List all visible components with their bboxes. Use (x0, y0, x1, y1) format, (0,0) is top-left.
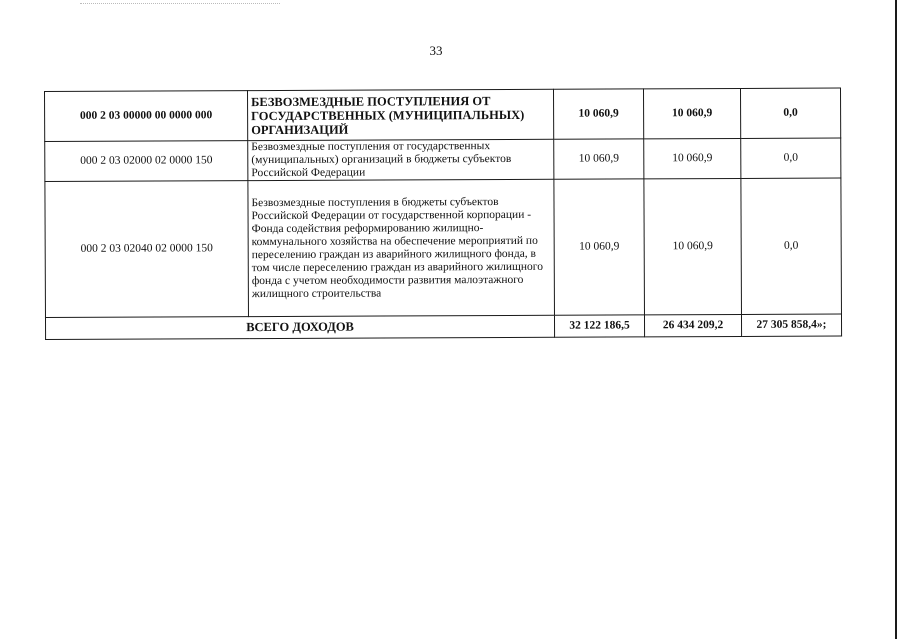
value-cell: 10 060,9 (644, 138, 741, 178)
value-cell: 0,0 (740, 88, 840, 138)
budget-code-cell: 000 2 03 02000 02 0000 150 (45, 141, 248, 182)
value-cell: 0,0 (741, 178, 842, 314)
value-cell: 10 060,9 (553, 89, 643, 139)
value-cell: 10 060,9 (644, 178, 742, 314)
value-cell: 0,0 (741, 138, 841, 178)
scan-artifact (80, 3, 280, 5)
revenue-name-cell: Безвозмездные поступления в бюджеты субъектов Российской Федерации от государственной корпорации - Фонда содействия реформированию жилищно-коммунального хозяйства на обеспечение мероприятий по переселению граждан из аварийного жилищного фонда, в том числе переселению граждан из аварийного жилищного фонда с учетом необходимости развития малоэтажного жилищного строительства (248, 179, 555, 316)
value-cell: 10 060,9 (554, 139, 644, 179)
revenue-name-cell: Безвозмездные поступления от государственных (муниципальных) организаций в бюджеты субъектов Российской Федерации (248, 139, 554, 180)
table-row (45, 88, 841, 141)
revenue-name-cell: БЕЗВОЗМЕЗДНЫЕ ПОСТУПЛЕНИЯ ОТ ГОСУДАРСТВЕННЫХ (МУНИЦИПАЛЬНЫХ) ОРГАНИЗАЦИЙ (248, 89, 554, 140)
value-cell: 10 060,9 (643, 88, 740, 138)
table-row (45, 138, 841, 181)
page-number: 33 (429, 43, 443, 58)
total-value-cell: 26 434 209,2 (644, 314, 741, 336)
scan-edge-line (895, 0, 897, 639)
revenue-table (44, 88, 842, 340)
table-row (45, 178, 842, 317)
total-value-cell: 32 122 186,5 (554, 315, 644, 337)
value-cell: 10 060,9 (554, 179, 645, 315)
total-row (45, 314, 841, 339)
total-value-cell: 27 305 858,4»; (741, 314, 841, 336)
budget-code-cell: 000 2 03 02040 02 0000 150 (45, 181, 249, 318)
budget-code-cell: 000 2 03 00000 00 0000 000 (45, 91, 248, 142)
total-label: ВСЕГО ДОХОДОВ (45, 315, 554, 339)
